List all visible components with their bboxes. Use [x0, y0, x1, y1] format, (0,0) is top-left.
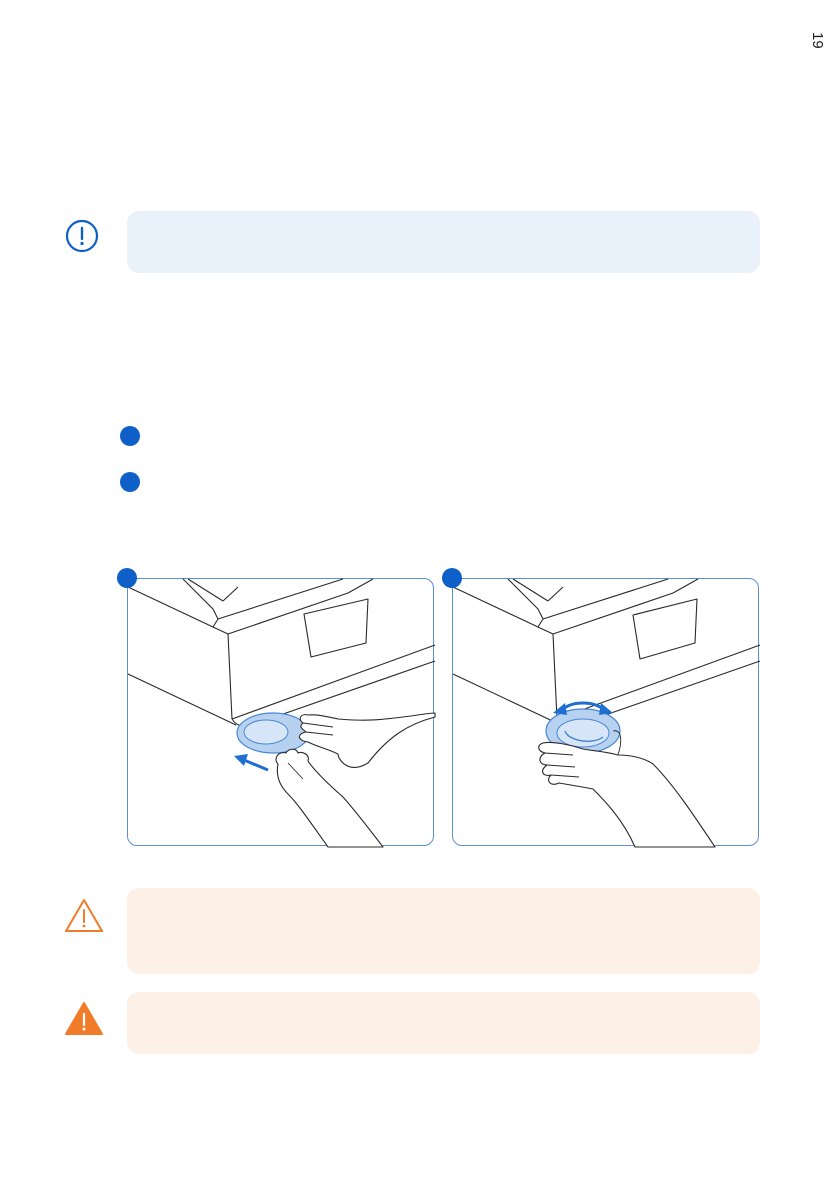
- figure-remove-cover: [127, 578, 434, 846]
- exclamation-circle-icon: [63, 217, 101, 255]
- figure-rotate-cover: [452, 578, 759, 846]
- warning-triangle-filled-icon: [63, 1000, 105, 1038]
- step-marker-1: [120, 426, 140, 446]
- step-marker-2: [120, 472, 140, 492]
- svg-text:19: 19: [809, 32, 826, 49]
- figure-badge-2: [442, 568, 462, 588]
- warning-triangle-outline-icon: [63, 897, 105, 935]
- caution-box: [127, 888, 760, 974]
- figure-badge-1: [117, 568, 137, 588]
- warning-box: [127, 992, 760, 1054]
- page-number: [776, 31, 826, 53]
- notice-box: [127, 211, 760, 273]
